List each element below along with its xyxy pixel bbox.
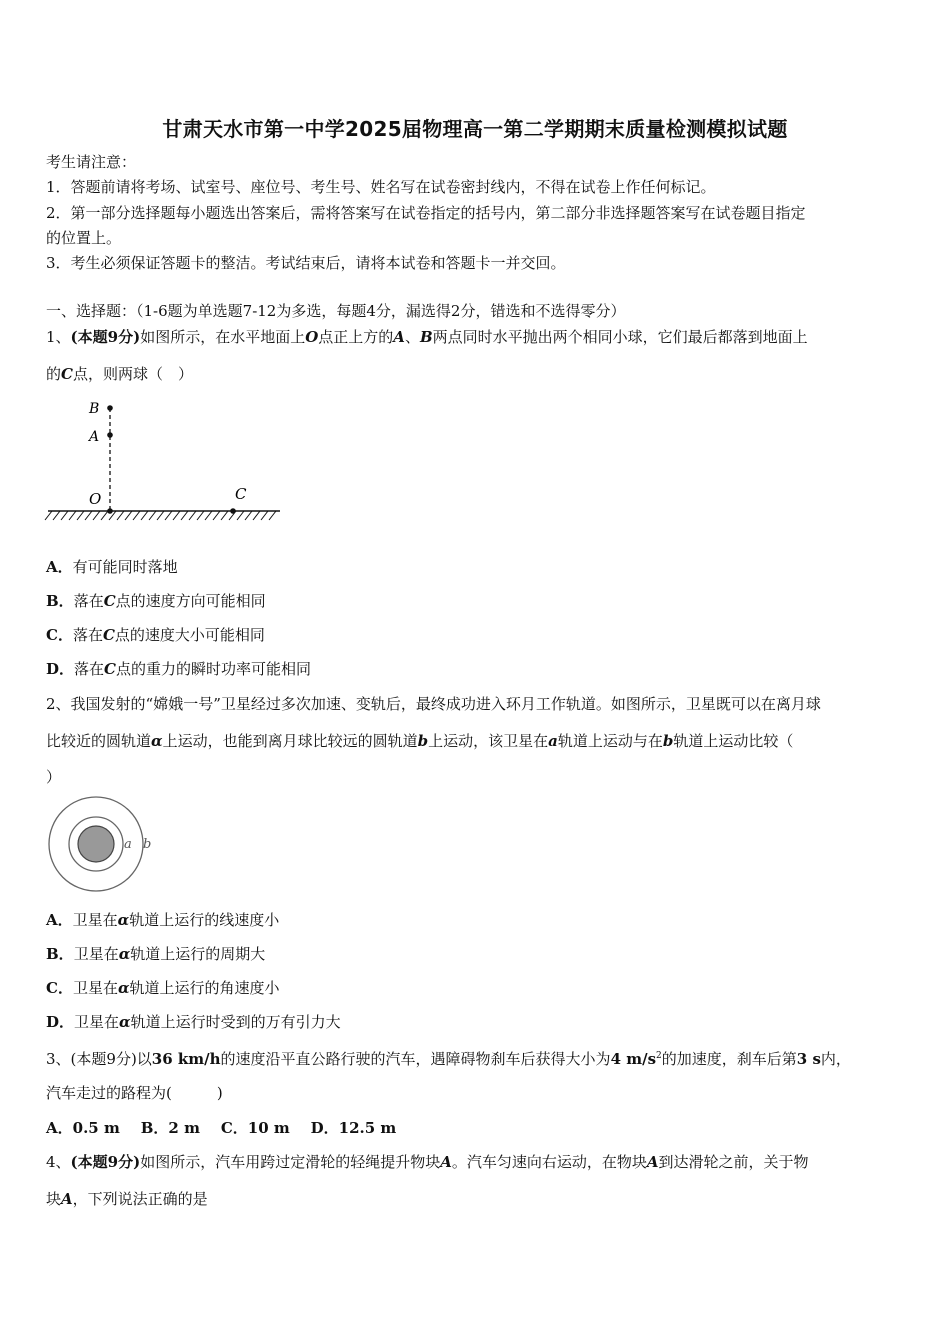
q2-text: 比较近的圆轨道 <box>46 732 152 750</box>
label-b: b <box>143 837 152 852</box>
notice-heading: 考生请注意： <box>46 153 137 171</box>
hatch-mark <box>261 511 268 520</box>
q2-text: 上运动，该卫星在 <box>428 732 549 750</box>
option-text: 轨道上运行时受到的万有引力大 <box>130 1013 341 1031</box>
hatch-mark <box>205 511 212 520</box>
option-var: α <box>119 1013 131 1031</box>
option-text: 有可能同时落地 <box>72 558 178 576</box>
hatch-mark <box>93 511 100 520</box>
hatch-mark <box>173 511 180 520</box>
hatch-mark <box>213 511 220 520</box>
option-label: B． <box>140 1119 169 1137</box>
q2-line-1: 2、我国发射的“嫦娥一号”卫星经过多次加速、变轨后，最终成功进入环月工作轨道。如图所示，卫星既可以在离月球 <box>46 695 821 713</box>
hatch-mark <box>53 511 60 520</box>
option-text: 卫星在 <box>74 1013 120 1031</box>
q1-line-2 <box>46 364 193 384</box>
hatch-mark <box>245 511 252 520</box>
option-label: C． <box>220 1119 248 1137</box>
q1-figure <box>40 395 290 525</box>
q2-var-b: b <box>417 732 429 750</box>
notice-item-1: 1．答题前请将考场、试室号、座位号、考生号、姓名写在试卷密封线内，不得在试卷上作任何标记。 <box>46 178 716 196</box>
hatch-mark <box>125 511 132 520</box>
option-text: 0.5 m <box>72 1119 120 1137</box>
q4-var-a: A <box>440 1153 452 1171</box>
option-text: 卫星在 <box>73 945 119 963</box>
q2-var-b: b <box>662 732 674 750</box>
label-a: A <box>89 429 100 445</box>
option-label: D． <box>46 660 75 678</box>
point-b <box>107 405 113 411</box>
q3-text: 的加速度，刹车后第 <box>661 1050 797 1068</box>
ground-hatching <box>45 511 276 520</box>
option-text: 落在 <box>74 660 105 678</box>
q1-var-b: B <box>419 328 433 346</box>
q3-exponent: 2 <box>656 1051 662 1061</box>
hatch-mark <box>221 511 228 520</box>
q2-text: 上运动，也能到离月球比较远的圆轨道 <box>162 732 418 750</box>
option-text: 12.5 m <box>338 1119 397 1137</box>
q2-option-a[interactable] <box>46 910 279 930</box>
q1-text: 点，则两球（ ） <box>72 365 193 383</box>
hatch-mark <box>61 511 68 520</box>
q4-text: 如图所示，汽车用跨过定滑轮的轻绳提升物块 <box>140 1153 441 1171</box>
option-label: B． <box>46 592 74 610</box>
q4-text: 。汽车匀速向右运动，在物块 <box>451 1153 647 1171</box>
q3-speed: 36 km/h <box>151 1050 221 1068</box>
q2-figure <box>44 795 164 895</box>
option-text: 2 m <box>168 1119 200 1137</box>
option-var: C <box>102 626 115 644</box>
notice-item-3: 3．考生必须保证答题卡的整洁。考试结束后，请将本试卷和答题卡一并交回。 <box>46 254 566 272</box>
hatch-mark <box>157 511 164 520</box>
option-text: 落在 <box>72 626 103 644</box>
option-text: 轨道上运行的线速度小 <box>129 911 280 929</box>
option-var: α <box>118 945 131 963</box>
label-a: a <box>124 837 132 852</box>
option-label: D． <box>46 1013 75 1031</box>
hatch-mark <box>117 511 124 520</box>
hatch-mark <box>77 511 84 520</box>
hatch-mark <box>149 511 156 520</box>
q3-text: 3、(本题9分)以 <box>46 1050 152 1068</box>
q2-text: 轨道上运动与在 <box>557 732 663 750</box>
q1-text: 如图所示，在水平地面上 <box>140 328 306 346</box>
q3-option-a[interactable] <box>46 1119 120 1137</box>
option-text: 10 m <box>247 1119 290 1137</box>
option-label: D． <box>310 1119 339 1137</box>
hatch-mark <box>237 511 244 520</box>
option-text: 点的重力的瞬时功率可能相同 <box>115 660 311 678</box>
option-text: 点的速度方向可能相同 <box>115 592 266 610</box>
q3-option-d[interactable] <box>311 1119 397 1137</box>
q2-line-2 <box>46 731 793 751</box>
hatch-mark <box>253 511 260 520</box>
option-text: 轨道上运行的周期大 <box>130 945 266 963</box>
q4-text: ，下列说法正确的是 <box>72 1190 208 1208</box>
point-a <box>107 432 113 438</box>
option-text: 轨道上运行的角速度小 <box>129 979 280 997</box>
option-var: α <box>117 979 130 997</box>
q2-text: 轨道上运动比较（ <box>673 732 794 750</box>
q1-text: 点正上方的 <box>318 328 394 346</box>
section-heading: 一、选择题：（1-6题为单选题7-12为多选，每题4分，漏选得2分，错选和不选得零分） <box>46 302 626 320</box>
q4-line-1 <box>46 1152 809 1172</box>
option-label: A． <box>46 911 73 929</box>
option-label: B． <box>46 945 74 963</box>
q2-option-b[interactable] <box>46 944 265 964</box>
q1-var-o: O <box>305 328 319 346</box>
q2-var-alpha: α <box>151 732 163 750</box>
q1-option-b[interactable] <box>46 591 266 611</box>
q1-text: 的 <box>46 365 62 383</box>
option-text: 落在 <box>73 592 104 610</box>
label-b: B <box>89 401 100 417</box>
q4-var-a: A <box>61 1190 73 1208</box>
option-text: 卫星在 <box>72 979 118 997</box>
option-label: A． <box>46 1119 73 1137</box>
q3-option-c[interactable] <box>221 1119 290 1137</box>
option-label: C． <box>46 979 73 997</box>
q2-option-d[interactable] <box>46 1012 341 1032</box>
hatch-mark <box>165 511 172 520</box>
hatch-mark <box>101 511 108 520</box>
hatch-mark <box>69 511 76 520</box>
q1-var-c: C <box>61 365 73 383</box>
q3-text: 内， <box>820 1050 851 1068</box>
q3-options <box>46 1118 396 1138</box>
option-label: C． <box>46 626 73 644</box>
q3-line-2: 汽车走过的路程为( ) <box>46 1084 223 1102</box>
q2-line-3: ） <box>46 768 62 786</box>
hatch-mark <box>133 511 140 520</box>
notice-item-2-cont: 的位置上。 <box>46 229 122 247</box>
q4-line-2 <box>46 1189 208 1209</box>
q1-text: 、 <box>404 328 420 346</box>
hatch-mark <box>141 511 148 520</box>
q2-var-a: a <box>548 732 558 750</box>
q4-text: 块 <box>46 1190 62 1208</box>
label-o: O <box>89 490 102 508</box>
q4-score: (本题9分) <box>70 1153 141 1171</box>
option-var: α <box>117 911 130 929</box>
hatch-mark <box>197 511 204 520</box>
q1-var-a: A <box>393 328 405 346</box>
q1-option-a[interactable] <box>46 557 178 577</box>
q4-text: 到达滑轮之前，关于物 <box>658 1153 809 1171</box>
option-var: C <box>104 660 116 678</box>
hatch-mark <box>181 511 188 520</box>
option-text: 卫星在 <box>72 911 118 929</box>
moon <box>78 826 114 862</box>
page-title: 甘肃天水市第一中学2025届物理高一第二学期期末质量检测模拟试题 <box>162 117 788 141</box>
q1-number: 1、 <box>46 328 71 346</box>
option-label: A． <box>46 558 73 576</box>
q2-option-c[interactable] <box>46 978 280 998</box>
q1-text: 两点同时水平抛出两个相同小球，它们最后都落到地面上 <box>432 328 808 346</box>
hatch-mark <box>45 511 52 520</box>
q3-line-1 <box>46 1046 851 1069</box>
option-text: 点的速度大小可能相同 <box>114 626 265 644</box>
q1-option-d[interactable] <box>46 659 311 679</box>
notice-item-2: 2．第一部分选择题每小题选出答案后，需将答案写在试卷指定的括号内，第二部分非选择题答案写在试卷题目指定 <box>46 204 806 222</box>
option-var: C <box>103 592 116 610</box>
q1-option-c[interactable] <box>46 625 265 645</box>
q3-acceleration: 4 m/s <box>610 1050 657 1068</box>
q1-score: (本题9分) <box>70 328 141 346</box>
q4-var-a: A <box>646 1153 659 1171</box>
q3-option-b[interactable] <box>141 1119 200 1137</box>
q1-line-1 <box>46 327 808 347</box>
label-c: C <box>235 485 247 503</box>
q4-number: 4、 <box>46 1153 71 1171</box>
q3-time: 3 s <box>796 1050 821 1068</box>
hatch-mark <box>85 511 92 520</box>
hatch-mark <box>269 511 276 520</box>
q3-text: 的速度沿平直公路行驶的汽车，遇障碍物刹车后获得大小为 <box>220 1050 611 1068</box>
hatch-mark <box>189 511 196 520</box>
